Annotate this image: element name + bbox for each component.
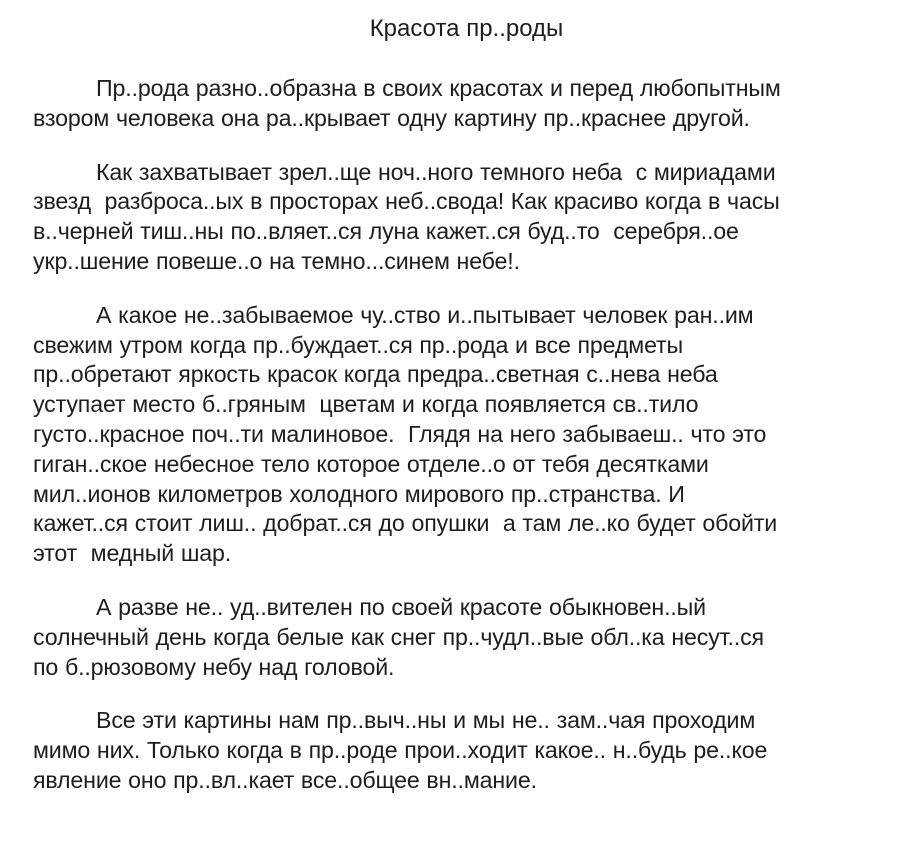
- text-line: мил..ионов километров холодного мирового пр..странства. И: [33, 480, 685, 507]
- text-line: густо..красное поч..ти малиновое. Глядя на него забываеш.. что это: [33, 420, 767, 447]
- text-line: Пр..рода разно..образна в своих красотах и перед любопытным: [96, 75, 781, 101]
- text-line: явление оно пр..вл..кает все..общее вн..мание.: [33, 766, 537, 793]
- paragraph-5: [33, 706, 870, 795]
- paragraph-1: [33, 74, 870, 134]
- text-line: свежим утром когда пр..буждает..ся пр..рода и все предметы: [33, 331, 684, 358]
- text-line: взором человека она ра..крывает одну картину пр..краснее другой.: [33, 104, 750, 131]
- text-line: в..черней тиш..ны по..вляет..ся луна кажет..ся буд..то серебря..ое: [33, 218, 739, 245]
- text-line: солнечный день когда белые как снег пр..чудл..вые обл..ка несут..ся: [33, 623, 764, 650]
- paragraph-2: [33, 158, 870, 277]
- text-line: мимо них. Только когда в пр..роде прои..ходит какое.. н..будь ре..кое: [33, 737, 768, 764]
- text-line: пр..обретают яркость красок когда предра..светная с..нева неба: [33, 361, 718, 388]
- text-line: Все эти картины нам пр..выч..ны и мы не.. зам..чая проходим: [96, 707, 756, 734]
- text-line: кажет..ся стоит лиш.. добрат..ся до опушки а там ле..ко будет обойти: [33, 510, 778, 537]
- document-title: Красота пр..роды: [369, 15, 564, 42]
- text-line: гиган..ское небесное тело которое отделе..о от тебя десятками: [33, 450, 709, 477]
- text-line: укр..шение повеше..о на темно...синем небе!.: [33, 247, 520, 274]
- text-line: уступает место б..гряным цветам и когда появляется св..тило: [33, 391, 699, 418]
- text-line: Как захватывает зрел..ще ноч..ного темного неба с мириадами: [96, 158, 776, 185]
- paragraph-3: [33, 301, 870, 569]
- text-line: звезд разброса..ых в просторах неб..свода! Как красиво когда в часы: [33, 188, 780, 215]
- text-line: по б..рюзовому небу над головой.: [33, 653, 395, 680]
- text-line: А разве не.. уд..вителен по своей красоте обыкновен..ый: [96, 593, 706, 620]
- text-line: этот медный шар.: [33, 540, 232, 567]
- text-line: А какое не..забываемое чу..ство и..пытывает человек ран..им: [96, 301, 754, 328]
- paragraph-4: [33, 593, 870, 682]
